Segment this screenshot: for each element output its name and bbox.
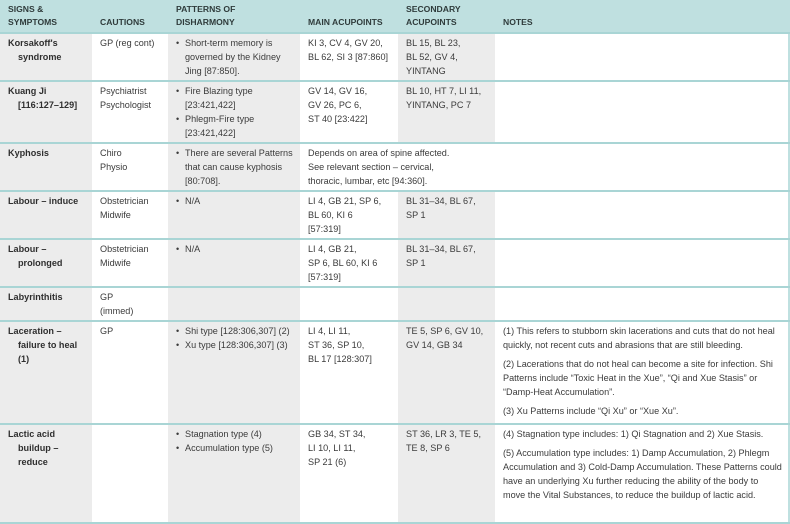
table-row <box>0 321 789 424</box>
secondary-acupoints-cell: BL 31–34, BL 67, SP 1 <box>398 191 495 239</box>
patterns-cell <box>168 287 300 321</box>
header-notes: NOTES <box>495 0 789 33</box>
symptom-cell <box>0 81 92 143</box>
main-acupoints-cell: LI 4, GB 21, SP 6, BL 60, KI 6 [57:319] <box>300 239 398 287</box>
main-acupoints-cell: GV 14, GV 16, GV 26, PC 6, ST 40 [23:422] <box>300 81 398 143</box>
table-row <box>0 191 789 239</box>
header-signs-symptoms: SIGNS & SYMPTOMS <box>0 0 92 33</box>
notes-cell <box>495 191 789 239</box>
main-acupoints-cell: KI 3, CV 4, GV 20, BL 62, SI 3 [87:860] <box>300 33 398 81</box>
note-paragraph: (5) Accumulation type includes: 1) Damp Accumulation, 2) Phlegm Accumulation and 3) Cold-Damp Accumulation. These Patterns could have an underlying Xu further reducing the ability of the body to move the Vital Substances, to reduce the buildup of lactic acid. <box>503 448 782 500</box>
notes-cell <box>495 81 789 143</box>
symptom-line-1: Lactic acid <box>8 429 56 439</box>
patterns-cell <box>168 143 300 191</box>
main-acupoints-cell: LI 4, LI 11, ST 36, SP 10, BL 17 [128:307] <box>300 321 398 424</box>
symptom-line-1: Labyrinthitis <box>8 292 63 302</box>
merged-acupoints-cell: Depends on area of spine affected. See relevant section – cervical, thoracic, lumbar, etc [94:360]. <box>300 143 495 191</box>
table-header-row <box>0 0 789 33</box>
main-acupoints-cell: GB 34, ST 34, LI 10, LI 11, SP 21 (6) <box>300 424 398 523</box>
note-paragraph: (1) This refers to stubborn skin lacerations and cuts that do not heal quickly, not recent cuts and abrasions that are still bleeding. <box>503 326 775 350</box>
notes-cell <box>495 424 789 523</box>
table-row <box>0 33 789 81</box>
patterns-list <box>176 84 294 140</box>
symptom-cell <box>0 33 92 81</box>
symptom-line-1: Laceration – <box>8 326 62 336</box>
pattern-item: • N/A <box>176 242 294 256</box>
symptom-line-1: Kuang Ji <box>8 86 47 96</box>
pattern-item: • Phlegm-Fire type [23:421,422] <box>176 112 294 140</box>
notes-cell <box>495 143 789 191</box>
header-main-acupoints: MAIN ACUPOINTS <box>300 0 398 33</box>
cautions-cell: Psychiatrist Psychologist <box>92 81 168 143</box>
table-row <box>0 424 789 523</box>
cautions-cell: GP (immed) <box>92 287 168 321</box>
symptom-line-2: [116:127–129] <box>18 100 78 110</box>
cautions-cell: GP <box>92 321 168 424</box>
note-paragraph: (4) Stagnation type includes: 1) Qi Stagnation and 2) Xue Stasis. <box>503 429 764 439</box>
symptom-cell <box>0 287 92 321</box>
secondary-acupoints-cell: BL 10, HT 7, LI 11, YINTANG, PC 7 <box>398 81 495 143</box>
patterns-cell <box>168 239 300 287</box>
pattern-item: • Accumulation type (5) <box>176 441 294 455</box>
main-acupoints-cell: LI 4, GB 21, SP 6, BL 60, KI 6 [57:319] <box>300 191 398 239</box>
notes-cell <box>495 287 789 321</box>
patterns-list <box>176 36 294 78</box>
pattern-item: • There are several Patterns that can cause kyphosis [80:708]. <box>176 146 294 188</box>
secondary-acupoints-cell: BL 31–34, BL 67, SP 1 <box>398 239 495 287</box>
symptom-cell <box>0 143 92 191</box>
secondary-acupoints-cell <box>398 287 495 321</box>
note-paragraph: (3) Xu Patterns include “Qi Xu” or “Xue Xu”. <box>503 406 679 416</box>
cautions-cell: Obstetrician Midwife <box>92 191 168 239</box>
symptom-line-1: Labour – induce <box>8 196 79 206</box>
patterns-list <box>176 324 294 352</box>
patterns-list <box>176 146 294 188</box>
symptom-line-2: syndrome <box>18 52 62 62</box>
symptom-line-2: prolonged <box>18 258 63 268</box>
symptom-line-1: Korsakoff's <box>8 38 58 48</box>
notes-cell <box>495 33 789 81</box>
table-row <box>0 287 789 321</box>
symptom-line-1: Kyphosis <box>8 148 49 158</box>
symptom-line-1: Labour – <box>8 244 47 254</box>
secondary-acupoints-cell: TE 5, SP 6, GV 10, GV 14, GB 34 <box>398 321 495 424</box>
pattern-item: • N/A <box>176 194 294 208</box>
note-paragraph: (2) Lacerations that do not heal can become a site for infection. Shi Patterns include “Toxic Heat in the Xue”, “Qi and Xue Stasis” or “Damp-Heat Accumulation”. <box>503 359 773 397</box>
patterns-list <box>176 194 294 208</box>
symptom-line-2: buildup – reduce <box>18 443 59 467</box>
symptom-cell <box>0 191 92 239</box>
table-row <box>0 81 789 143</box>
pattern-item: • Fire Blazing type [23:421,422] <box>176 84 294 112</box>
header-patterns: PATTERNS OF DISHARMONY <box>168 0 300 33</box>
pattern-item: • Shi type [128:306,307] (2) <box>176 324 294 338</box>
cautions-cell: GP (reg cont) <box>92 33 168 81</box>
patterns-cell <box>168 321 300 424</box>
patterns-cell <box>168 81 300 143</box>
patterns-cell <box>168 424 300 523</box>
header-cautions: CAUTIONS <box>92 0 168 33</box>
patterns-cell <box>168 33 300 81</box>
secondary-acupoints-cell: ST 36, LR 3, TE 5, TE 8, SP 6 <box>398 424 495 523</box>
patterns-list <box>176 242 294 256</box>
pattern-item: • Short-term memory is governed by the Kidney Jing [87:850]. <box>176 36 294 78</box>
pattern-item: • Xu type [128:306,307] (3) <box>176 338 294 352</box>
cautions-cell <box>92 424 168 523</box>
notes-cell <box>495 321 789 424</box>
symptom-cell <box>0 321 92 424</box>
symptom-line-2: failure to heal (1) <box>18 340 78 364</box>
cautions-cell: Obstetrician Midwife <box>92 239 168 287</box>
table-row <box>0 239 789 287</box>
header-secondary-acupoints: SECONDARY ACUPOINTS <box>398 0 495 33</box>
symptom-cell <box>0 239 92 287</box>
cautions-cell: Chiro Physio <box>92 143 168 191</box>
symptom-cell <box>0 424 92 523</box>
secondary-acupoints-cell: BL 15, BL 23, BL 52, GV 4, YINTANG <box>398 33 495 81</box>
pattern-item: • Stagnation type (4) <box>176 427 294 441</box>
table-row <box>0 143 789 191</box>
main-acupoints-cell <box>300 287 398 321</box>
notes-cell <box>495 239 789 287</box>
patterns-list <box>176 427 294 455</box>
patterns-cell <box>168 191 300 239</box>
